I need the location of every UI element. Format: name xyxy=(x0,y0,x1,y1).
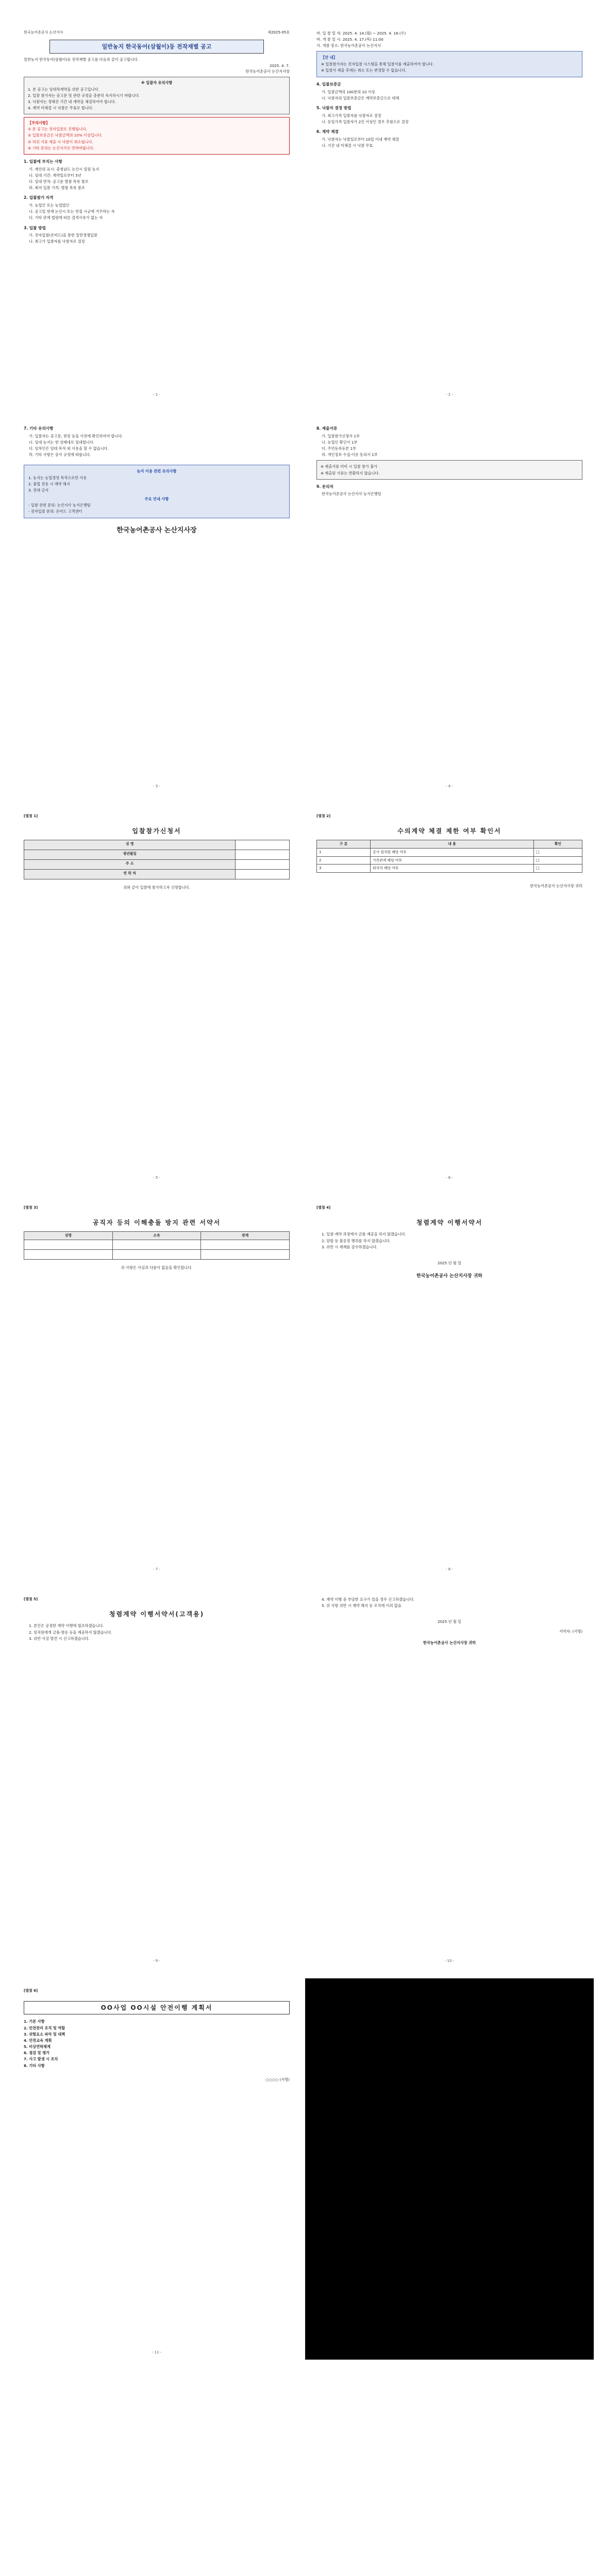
restriction-table xyxy=(316,840,582,872)
pledge-date: 2025 년 월 일 xyxy=(438,1260,461,1265)
table-cell: 가족관계 해당 여부 xyxy=(371,856,534,865)
input-cell[interactable] xyxy=(112,1240,201,1249)
section-line: 다. 임차인은 임대 목적 외 사용을 할 수 없습니다. xyxy=(29,446,109,451)
land-use-line: 1. 농지는 농업경영 목적으로만 사용 xyxy=(28,475,87,480)
checkbox-cell[interactable]: □ xyxy=(533,865,582,873)
section-line: 가. 전자입찰(온비드)을 통한 일반경쟁입찰 xyxy=(29,233,97,238)
page-3 xyxy=(12,412,301,793)
org-name: 한국농어촌공사 논산지사 xyxy=(24,30,63,35)
table-header-cell: 내 용 xyxy=(371,840,534,849)
input-cell[interactable] xyxy=(236,870,290,879)
section-line: 다. 임대 면적: 공고문 별첨 목록 참조 xyxy=(29,179,89,184)
pledge-line: 5. 위 사항 위반 시 계약 해지 등 조치에 이의 없음. xyxy=(322,1603,403,1608)
page-number: - 7 - xyxy=(153,1567,160,1572)
guide-box xyxy=(316,51,582,77)
schedule-line: 사. 개찰 장소: 한국농어촌공사 논산지사 xyxy=(316,43,381,48)
applicant-table xyxy=(24,840,290,879)
page-8 xyxy=(305,1195,594,1577)
pledge-line: 4. 계약 이행 중 부당한 요구가 있을 경우 신고하겠습니다. xyxy=(322,1597,415,1602)
table-row xyxy=(24,860,290,870)
table-row xyxy=(317,848,582,856)
submission-note-line: ※ 제출서류 미비 시 입찰 참가 불가 xyxy=(321,464,377,469)
table-row xyxy=(24,840,290,850)
plan-item: 3. 위험요소 파악 및 대책 xyxy=(24,2031,65,2037)
recipient: 한국농어촌공사 논산지사장 귀하 xyxy=(423,1640,476,1645)
warning-line: ① 본 공고는 전자입찰로 진행됩니다. xyxy=(28,127,88,132)
page-1 xyxy=(12,21,301,402)
key-guide-line: - 전자입찰 문의: 온비드 고객센터 xyxy=(28,509,82,514)
section-line: 가. 입찰자는 공고문, 현장 등을 사전에 확인하여야 합니다. xyxy=(29,433,123,438)
table-cell: 3 xyxy=(317,865,371,873)
plan-item: 1. 기본 사항 xyxy=(24,2019,45,2024)
plan-item: 4. 안전교육 계획 xyxy=(24,2038,52,2043)
attachment-tag: [별첨 2] xyxy=(316,814,331,818)
table-header-cell: 관계 xyxy=(201,1232,290,1240)
page-10 xyxy=(305,1587,594,1968)
plan-item: 6. 점검 및 평가 xyxy=(24,2050,49,2056)
checkbox-cell[interactable]: □ xyxy=(533,856,582,865)
section-line: 나. 공고일 현재 논산시 또는 연접 시군에 거주하는 자 xyxy=(29,209,115,214)
section-line: 가. 입찰금액의 100분의 10 이상 xyxy=(322,89,375,94)
page-header xyxy=(24,30,290,36)
page-2 xyxy=(305,21,594,402)
page-4 xyxy=(305,412,594,793)
page-number: - 6 - xyxy=(446,1176,453,1180)
document-title: 일반농지 한국동어(삼월이)등 전작재별 공고 xyxy=(49,40,264,54)
plan-item: 7. 사고 발생 시 조치 xyxy=(24,2057,58,2062)
attachment-tag: [별첨 5] xyxy=(24,1597,38,1601)
intro-text: 일반농지 한국동어(삼월이)등 전작재별 공고를 다음과 같이 공고합니다. xyxy=(24,57,139,62)
section-line: 나. 임대 농지는 현 상태대로 임대합니다. xyxy=(29,439,95,445)
relation-table xyxy=(24,1231,290,1260)
table-row xyxy=(24,1249,290,1259)
section-heading: 1. 입찰에 부치는 사항 xyxy=(24,159,62,164)
guide-box-line: ※ 입찰참가자는 전자입찰 시스템을 통해 입찰서를 제출하여야 합니다. xyxy=(321,61,434,66)
land-use-line: 2. 불법 전용 시 계약 해지 xyxy=(28,481,70,486)
notice-box-line: 4. 계약 미체결 시 낙찰은 무효로 합니다. xyxy=(28,105,93,110)
section-line: 가. 입찰참가신청서 1부 xyxy=(322,433,360,438)
attachment-tag: [별첨 3] xyxy=(24,1206,38,1210)
table-row xyxy=(317,865,582,873)
table-cell: 1 xyxy=(317,848,371,856)
input-cell[interactable] xyxy=(24,1249,113,1259)
table-cell: 퇴직자 해당 여부 xyxy=(371,865,534,873)
schedule-line: 마. 입 찰 일 자: 2025. 4. 14.(월) ~ 2025. 4. 16.(수) xyxy=(316,31,406,36)
table-header-row xyxy=(24,1232,290,1240)
table-header-cell: 주 소 xyxy=(24,860,236,870)
section-heading: 2. 입찰참가 자격 xyxy=(24,195,54,200)
page-11 xyxy=(12,1978,301,2360)
table-header-cell: 성명 xyxy=(24,1232,113,1240)
plan-item: 8. 기타 사항 xyxy=(24,2063,45,2068)
section-heading: 9. 문의처 xyxy=(316,484,333,489)
pledge-date: 2025 년 월 일 xyxy=(438,1619,461,1624)
notice-box-title: ※ 입찰자 유의사항 xyxy=(141,80,173,86)
section-line: 가. 낙찰자는 낙찰일로부터 10일 이내 계약 체결 xyxy=(322,137,399,142)
section-line: 다. 주민등록등본 1부 xyxy=(322,446,356,451)
pledge-line: 3. 위반 시 제재를 감수하겠습니다. xyxy=(322,1244,378,1249)
attachment-tag: [별첨 1] xyxy=(24,814,38,818)
notice-box xyxy=(24,77,290,114)
page-9 xyxy=(12,1587,301,1968)
table-header-cell: 구 분 xyxy=(317,840,371,849)
signatory: 서약자: (서명) xyxy=(559,1629,582,1634)
table-row xyxy=(24,1240,290,1249)
land-use-title: 농지 이용 관련 유의사항 xyxy=(137,469,177,474)
page-number: - 2 - xyxy=(446,393,453,397)
page-number: - 10 - xyxy=(444,1959,455,1963)
section-heading: 4. 입찰보증금 xyxy=(316,81,341,87)
table-header-cell: 소속 xyxy=(112,1232,201,1240)
section-heading: 8. 제출서류 xyxy=(316,426,338,431)
page-6 xyxy=(305,804,594,1185)
section-line: 라. 기타 사항은 공사 규정에 따릅니다. xyxy=(29,452,91,457)
page-number: - 8 - xyxy=(446,1567,453,1572)
notice-date: 2025. 4. 7. xyxy=(270,63,290,69)
section-heading: 5. 낙찰자 결정 방법 xyxy=(316,106,352,111)
submission-note-box xyxy=(316,460,582,479)
section-line: 나. 농업인 확인서 1부 xyxy=(322,439,358,445)
section-line: 나. 임대 기간: 계약일로부터 5년 xyxy=(29,173,81,178)
page-5 xyxy=(12,804,301,1185)
section-heading: 7. 기타 유의사항 xyxy=(24,426,54,431)
notice-box-line: 3. 낙찰자는 정해진 기간 내 계약을 체결하여야 합니다. xyxy=(28,99,116,104)
input-cell[interactable] xyxy=(236,860,290,870)
page-7 xyxy=(12,1195,301,1577)
form-title: 입찰참가신청서 xyxy=(132,827,181,835)
notice-box-line: 2. 입찰 참가자는 공고문 및 관련 규정을 충분히 숙지하시기 바랍니다. xyxy=(28,93,140,98)
input-cell[interactable] xyxy=(236,850,290,860)
land-use-line: 3. 전대 금지 xyxy=(28,487,49,493)
guide-box-title: 【안 내】 xyxy=(321,55,337,60)
section-line: 나. 낙찰자의 입찰보증금은 계약보증금으로 대체 xyxy=(322,95,399,100)
schedule-line: 바. 개 찰 일 시: 2025. 4. 17.(목) 11:00 xyxy=(316,37,383,42)
pledge-line: 2. 임직원에게 금품·향응 등을 제공하지 않겠습니다. xyxy=(29,1630,112,1635)
form-title: 청렴계약 이행서약서 xyxy=(416,1218,483,1226)
form-note: 위와 같이 입찰에 참가하고자 신청합니다. xyxy=(123,885,190,890)
page-number: - 5 - xyxy=(153,1176,160,1180)
table-header-cell: 생년월일 xyxy=(24,850,236,860)
table-row xyxy=(24,870,290,879)
table-header-row xyxy=(317,840,582,849)
warning-box xyxy=(24,117,290,155)
input-cell[interactable] xyxy=(201,1240,290,1249)
table-header-cell: 확인 xyxy=(533,840,582,849)
plan-item: 5. 비상연락체계 xyxy=(24,2044,51,2049)
form-title: 수의계약 체결 제한 여부 확인서 xyxy=(397,827,501,835)
page-number: - 9 - xyxy=(153,1959,160,1963)
warning-line: ④ 기타 문의는 논산지사로 연락바랍니다. xyxy=(28,145,94,150)
section-line: 라. 최저 입찰 가격: 별첨 목록 참조 xyxy=(29,185,85,191)
page-12-blank xyxy=(305,1978,594,2360)
section-line: 가. 최고가격 입찰자를 낙찰자로 결정 xyxy=(322,113,381,118)
plan-signature: ○○○○ (서명) xyxy=(265,2077,290,2082)
key-guide-line: - 입찰 관련 문의: 논산지사 농지은행팀 xyxy=(28,503,91,508)
notice-number: 제2025-05호 xyxy=(267,30,290,35)
issuer: 한국농어촌공사 논산지사장 xyxy=(245,69,290,74)
warning-line: ② 입찰보증금은 낙찰금액의 10% 이상입니다. xyxy=(28,133,103,138)
section-heading: 6. 계약 체결 xyxy=(316,129,339,134)
warning-title: 【주의사항】 xyxy=(28,121,50,126)
pledge-line: 1. 본인은 공정한 계약 이행에 협조하겠습니다. xyxy=(29,1623,104,1629)
attachment-tag: [별첨 6] xyxy=(24,1989,38,1993)
form-note: 위 사항은 사실과 다름이 없음을 확인합니다. xyxy=(121,1265,193,1270)
section-heading: 3. 입찰 방법 xyxy=(24,225,46,230)
pledge-line: 2. 담합 등 불공정 행위를 하지 않겠습니다. xyxy=(322,1238,391,1243)
section-line: 나. 동일가격 입찰자가 2인 이상인 경우 추첨으로 결정 xyxy=(322,119,409,124)
table-cell: 2 xyxy=(317,856,371,865)
page-number: - 1 - xyxy=(153,393,160,397)
table-header-cell: 성 명 xyxy=(24,840,236,850)
section-line: 나. 최고가 입찰자를 낙찰자로 결정 xyxy=(29,239,85,244)
form-title: OO사업 OO시설 안전이행 계획서 xyxy=(24,2001,290,2015)
input-cell[interactable] xyxy=(236,840,290,850)
section-line: 나. 기간 내 미체결 시 낙찰 무효 xyxy=(322,143,373,148)
issuer-signature: 한국농어촌공사 논산지사장 xyxy=(116,527,197,535)
contact-text: 한국농어촌공사 논산지사 농지은행팀 xyxy=(322,492,381,497)
page-number: - 3 - xyxy=(153,784,160,789)
key-guide-title: 주요 안내 사항 xyxy=(144,497,169,502)
table-header-cell: 연 락 처 xyxy=(24,870,236,879)
warning-line: ③ 허위 서류 제출 시 낙찰이 취소됩니다. xyxy=(28,139,93,144)
plan-item: 2. 안전관리 조직 및 역할 xyxy=(24,2025,65,2030)
form-title: 공직자 등의 이해충돌 방지 관련 서약서 xyxy=(92,1218,221,1226)
form-title: 청렴계약 이행서약서(고객용) xyxy=(109,1610,205,1618)
section-line: 가. 재산의 표시: 충청남도 논산시 일원 농지 xyxy=(29,166,99,172)
input-cell[interactable] xyxy=(112,1249,201,1259)
section-line: 가. 농업인 또는 농업법인 xyxy=(29,203,70,208)
input-cell[interactable] xyxy=(201,1249,290,1259)
land-use-box xyxy=(24,465,290,518)
guide-box-line: ※ 입찰서 제출 후에는 취소 또는 변경할 수 없습니다. xyxy=(321,67,407,73)
pledge-line: 3. 위반 사실 발견 시 신고하겠습니다. xyxy=(29,1636,90,1641)
page-number: - 4 - xyxy=(446,784,453,789)
table-cell: 공사 임직원 해당 여부 xyxy=(371,848,534,856)
page-number: - 11 - xyxy=(152,2350,162,2355)
submission-note-line: ※ 제출된 서류는 반환하지 않습니다. xyxy=(321,470,380,476)
attachment-tag: [별첨 4] xyxy=(316,1206,331,1210)
section-line: 라. 개인정보 수집·이용 동의서 1부 xyxy=(322,452,378,457)
notice-box-line: 1. 본 공고는 임대차계약을 위한 공고입니다. xyxy=(28,87,99,92)
recipient: 한국농어촌공사 논산지사장 귀하 xyxy=(416,1274,482,1279)
checkbox-cell[interactable]: □ xyxy=(533,848,582,856)
pledge-line: 1. 입찰·계약 과정에서 금품 제공을 하지 않겠습니다. xyxy=(322,1232,406,1237)
input-cell[interactable] xyxy=(24,1240,113,1249)
table-row xyxy=(317,856,582,865)
recipient: 한국농어촌공사 논산지사장 귀하 xyxy=(530,883,582,888)
section-line: 다. 기타 관계 법령에 따른 결격사유가 없는 자 xyxy=(29,215,103,221)
table-row xyxy=(24,850,290,860)
